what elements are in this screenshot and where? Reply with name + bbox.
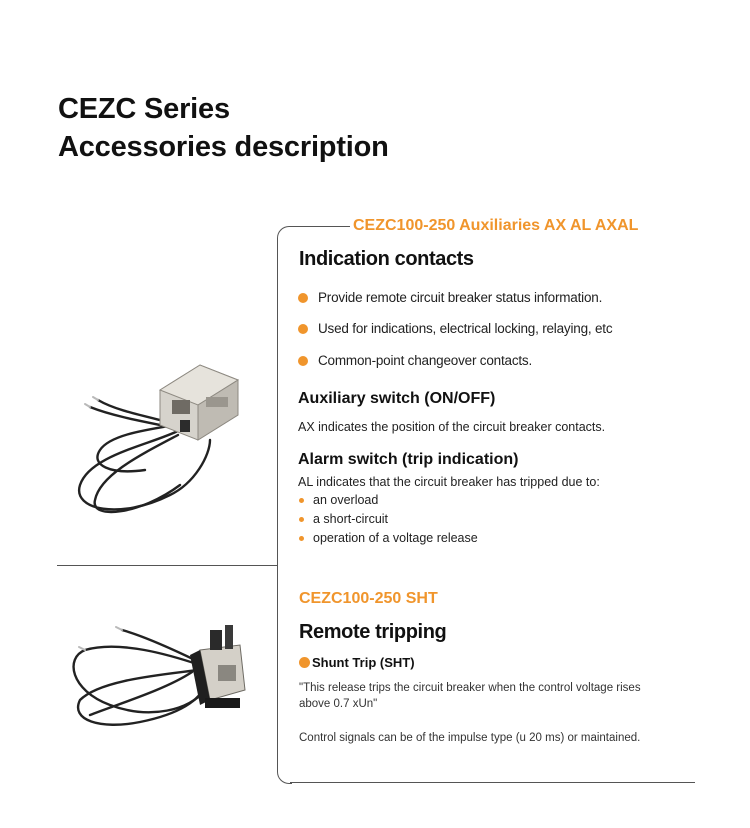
small-dot-icon [299, 517, 304, 522]
small-dot-icon [299, 536, 304, 541]
alarm-item [299, 512, 388, 526]
alarm-item [299, 493, 378, 507]
heading-line-1: CEZC Series [58, 93, 230, 125]
auxiliary-contact-photo [60, 335, 275, 550]
alarm-item-text: an overload [313, 493, 379, 507]
bullet-text: Provide remote circuit breaker status information. [318, 290, 603, 305]
page-heading [58, 90, 389, 166]
aux-switch-title: Auxiliary switch (ON/OFF) [298, 390, 496, 407]
quote-line-2: above 0.7 xUn" [299, 698, 378, 710]
frame-divider-bottom [290, 782, 695, 783]
section1-bullet [298, 321, 612, 336]
frame-corner-bottom [277, 565, 292, 784]
frame-corner-top [277, 226, 350, 241]
quote-line-1: "This release trips the circuit breaker when the control voltage rises [299, 682, 641, 694]
alarm-switch-title: Alarm switch (trip indication) [298, 451, 519, 468]
frame-divider-middle [57, 565, 278, 566]
section2-title: Remote tripping [299, 621, 447, 643]
alarm-item [299, 531, 478, 545]
shunt-trip-photo [60, 610, 275, 760]
shunt-trip-quote [299, 680, 641, 712]
bullet-text: Common-point changeover contacts. [318, 353, 533, 368]
shunt-trip-label: Shunt Trip (SHT) [312, 655, 415, 670]
bullet-dot-icon [299, 657, 310, 668]
small-dot-icon [299, 498, 304, 503]
alarm-switch-text: AL indicates that the circuit breaker has tripped due to: [298, 475, 600, 489]
heading-line-2: Accessories description [58, 131, 389, 163]
bullet-dot-icon [298, 324, 308, 334]
bullet-dot-icon [298, 356, 308, 366]
section1-label: CEZC100-250 Auxiliaries AX AL AXAL [353, 217, 639, 234]
aux-switch-text: AX indicates the position of the circuit breaker contacts. [298, 420, 606, 434]
shunt-trip-row [299, 655, 415, 670]
frame-divider-left-upper [277, 240, 278, 565]
section2-label: CEZC100-250 SHT [299, 590, 438, 607]
bullet-text: Used for indications, electrical locking, relaying, etc [318, 321, 613, 336]
alarm-item-text: a short-circuit [313, 512, 389, 526]
control-signals-text: Control signals can be of the impulse type (u 20 ms) or maintained. [299, 732, 641, 744]
alarm-item-text: operation of a voltage release [313, 531, 478, 545]
bullet-dot-icon [298, 293, 308, 303]
section1-bullet [298, 290, 602, 305]
section1-bullet [298, 353, 532, 368]
section1-title: Indication contacts [299, 248, 474, 270]
